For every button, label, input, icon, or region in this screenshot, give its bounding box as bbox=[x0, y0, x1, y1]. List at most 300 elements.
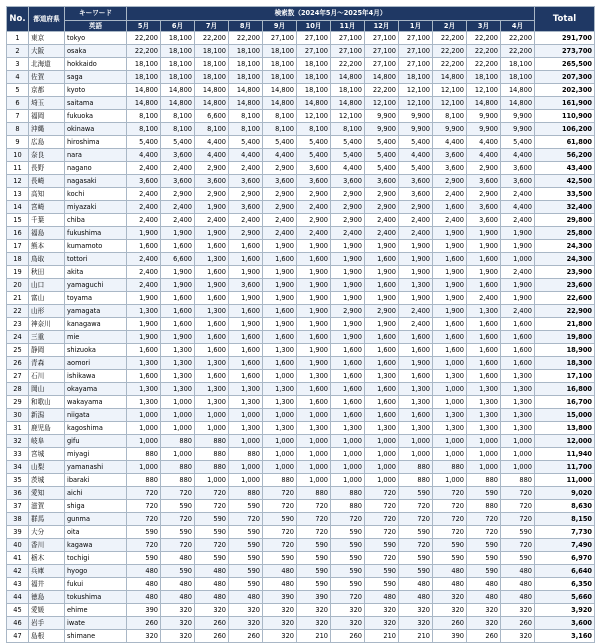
monthly-search-count: 1,300 bbox=[501, 422, 535, 435]
monthly-search-count: 1,300 bbox=[467, 305, 501, 318]
monthly-search-count: 480 bbox=[263, 565, 297, 578]
monthly-search-count: 9,900 bbox=[501, 123, 535, 136]
prefecture-name: 宮崎 bbox=[29, 201, 65, 214]
monthly-search-count: 1,600 bbox=[501, 344, 535, 357]
monthly-search-count: 2,900 bbox=[297, 214, 331, 227]
table-row bbox=[7, 370, 595, 383]
monthly-search-count: 720 bbox=[365, 500, 399, 513]
monthly-search-count: 1,600 bbox=[263, 253, 297, 266]
english-keyword: kanagawa bbox=[65, 318, 127, 331]
prefecture-name: 秋田 bbox=[29, 266, 65, 279]
monthly-search-count: 1,600 bbox=[365, 409, 399, 422]
monthly-search-count: 1,000 bbox=[127, 435, 161, 448]
monthly-search-count: 4,400 bbox=[399, 149, 433, 162]
monthly-search-count: 1,600 bbox=[229, 357, 263, 370]
prefecture-name: 栃木 bbox=[29, 552, 65, 565]
row-number: 9 bbox=[7, 136, 29, 149]
english-keyword: kagoshima bbox=[65, 422, 127, 435]
monthly-search-count: 8,100 bbox=[195, 123, 229, 136]
english-keyword: tottori bbox=[65, 253, 127, 266]
table-row bbox=[7, 422, 595, 435]
monthly-search-count: 480 bbox=[127, 565, 161, 578]
monthly-search-count: 1,300 bbox=[501, 409, 535, 422]
monthly-search-count: 1,600 bbox=[229, 253, 263, 266]
monthly-search-count: 260 bbox=[229, 630, 263, 643]
monthly-search-count: 18,100 bbox=[229, 71, 263, 84]
table-row bbox=[7, 383, 595, 396]
monthly-search-count: 1,600 bbox=[467, 318, 501, 331]
monthly-search-count: 2,900 bbox=[263, 201, 297, 214]
monthly-search-count: 14,800 bbox=[467, 97, 501, 110]
row-number: 19 bbox=[7, 266, 29, 279]
monthly-search-count: 2,400 bbox=[127, 188, 161, 201]
monthly-search-count: 1,300 bbox=[195, 383, 229, 396]
prefecture-name: 石川 bbox=[29, 370, 65, 383]
row-number: 46 bbox=[7, 617, 29, 630]
monthly-search-count: 480 bbox=[195, 565, 229, 578]
monthly-search-count: 320 bbox=[501, 630, 535, 643]
monthly-search-count: 880 bbox=[399, 474, 433, 487]
monthly-search-count: 590 bbox=[161, 526, 195, 539]
row-number: 13 bbox=[7, 188, 29, 201]
monthly-search-count: 1,600 bbox=[161, 240, 195, 253]
monthly-search-count: 22,200 bbox=[467, 58, 501, 71]
prefecture-name: 東京 bbox=[29, 32, 65, 45]
monthly-search-count: 720 bbox=[399, 500, 433, 513]
monthly-search-count: 590 bbox=[229, 552, 263, 565]
prefecture-name: 香川 bbox=[29, 539, 65, 552]
monthly-search-count: 880 bbox=[127, 448, 161, 461]
monthly-search-count: 1,900 bbox=[399, 357, 433, 370]
monthly-search-count: 320 bbox=[399, 604, 433, 617]
monthly-search-count: 18,100 bbox=[297, 58, 331, 71]
monthly-search-count: 27,100 bbox=[399, 32, 433, 45]
monthly-search-count: 720 bbox=[331, 513, 365, 526]
monthly-search-count: 880 bbox=[195, 448, 229, 461]
table-row bbox=[7, 123, 595, 136]
monthly-search-count: 1,300 bbox=[297, 422, 331, 435]
monthly-search-count: 880 bbox=[467, 474, 501, 487]
monthly-search-count: 320 bbox=[161, 630, 195, 643]
monthly-search-count: 4,400 bbox=[195, 136, 229, 149]
monthly-search-count: 1,600 bbox=[433, 201, 467, 214]
table-row bbox=[7, 357, 595, 370]
monthly-search-count: 720 bbox=[331, 591, 365, 604]
monthly-search-count: 720 bbox=[365, 513, 399, 526]
row-number: 16 bbox=[7, 227, 29, 240]
monthly-search-count: 2,400 bbox=[263, 227, 297, 240]
monthly-search-count: 1,000 bbox=[399, 435, 433, 448]
monthly-search-count: 480 bbox=[467, 578, 501, 591]
prefecture-name: 岡山 bbox=[29, 383, 65, 396]
monthly-search-count: 2,400 bbox=[195, 214, 229, 227]
monthly-search-count: 590 bbox=[229, 539, 263, 552]
row-number: 35 bbox=[7, 474, 29, 487]
monthly-search-count: 4,400 bbox=[229, 149, 263, 162]
monthly-search-count: 5,400 bbox=[263, 136, 297, 149]
monthly-search-count: 8,100 bbox=[127, 110, 161, 123]
monthly-search-count: 9,900 bbox=[467, 123, 501, 136]
prefecture-name: 群馬 bbox=[29, 513, 65, 526]
monthly-search-count: 1,900 bbox=[195, 227, 229, 240]
monthly-search-count: 18,100 bbox=[263, 58, 297, 71]
monthly-search-count: 2,900 bbox=[229, 188, 263, 201]
monthly-search-count: 3,600 bbox=[433, 149, 467, 162]
monthly-search-count: 5,400 bbox=[399, 162, 433, 175]
monthly-search-count: 720 bbox=[297, 513, 331, 526]
monthly-search-count: 1,000 bbox=[127, 422, 161, 435]
monthly-search-count: 1,600 bbox=[297, 396, 331, 409]
monthly-search-count: 260 bbox=[433, 617, 467, 630]
monthly-search-count: 1,600 bbox=[467, 344, 501, 357]
monthly-search-count: 1,000 bbox=[501, 435, 535, 448]
monthly-search-count: 18,100 bbox=[399, 71, 433, 84]
monthly-search-count: 18,100 bbox=[263, 71, 297, 84]
monthly-search-count: 2,900 bbox=[263, 162, 297, 175]
table-row bbox=[7, 591, 595, 604]
monthly-search-count: 1,300 bbox=[161, 370, 195, 383]
monthly-search-count: 3,600 bbox=[195, 175, 229, 188]
monthly-search-count: 1,900 bbox=[297, 266, 331, 279]
monthly-search-count: 3,600 bbox=[161, 149, 195, 162]
monthly-search-count: 720 bbox=[127, 513, 161, 526]
row-number: 11 bbox=[7, 162, 29, 175]
monthly-search-count: 2,400 bbox=[433, 214, 467, 227]
prefecture-name: 沖縄 bbox=[29, 123, 65, 136]
table-row bbox=[7, 318, 595, 331]
monthly-search-count: 1,000 bbox=[399, 448, 433, 461]
table-row bbox=[7, 45, 595, 58]
monthly-search-count: 1,600 bbox=[195, 370, 229, 383]
total-search-count: 13,800 bbox=[535, 422, 595, 435]
monthly-search-count: 260 bbox=[501, 617, 535, 630]
monthly-search-count: 1,600 bbox=[229, 331, 263, 344]
monthly-search-count: 480 bbox=[433, 578, 467, 591]
monthly-search-count: 14,800 bbox=[365, 71, 399, 84]
total-search-count: 25,800 bbox=[535, 227, 595, 240]
monthly-search-count: 1,900 bbox=[127, 318, 161, 331]
header-month: 5月 bbox=[127, 21, 161, 32]
monthly-search-count: 1,600 bbox=[127, 370, 161, 383]
monthly-search-count: 720 bbox=[365, 526, 399, 539]
monthly-search-count: 590 bbox=[399, 565, 433, 578]
monthly-search-count: 1,000 bbox=[229, 474, 263, 487]
monthly-search-count: 880 bbox=[229, 448, 263, 461]
monthly-search-count: 720 bbox=[161, 513, 195, 526]
table-row bbox=[7, 201, 595, 214]
monthly-search-count: 3,600 bbox=[467, 214, 501, 227]
monthly-search-count: 1,300 bbox=[467, 409, 501, 422]
monthly-search-count: 4,400 bbox=[467, 149, 501, 162]
total-search-count: 24,300 bbox=[535, 253, 595, 266]
monthly-search-count: 720 bbox=[263, 539, 297, 552]
total-search-count: 19,800 bbox=[535, 331, 595, 344]
row-number: 12 bbox=[7, 175, 29, 188]
monthly-search-count: 590 bbox=[161, 500, 195, 513]
monthly-search-count: 2,400 bbox=[501, 266, 535, 279]
monthly-search-count: 260 bbox=[195, 630, 229, 643]
prefecture-name: 鳥取 bbox=[29, 253, 65, 266]
prefecture-name: 岩手 bbox=[29, 617, 65, 630]
monthly-search-count: 1,300 bbox=[229, 396, 263, 409]
total-search-count: 61,800 bbox=[535, 136, 595, 149]
monthly-search-count: 8,100 bbox=[433, 110, 467, 123]
monthly-search-count: 1,300 bbox=[365, 370, 399, 383]
monthly-search-count: 27,100 bbox=[365, 45, 399, 58]
monthly-search-count: 480 bbox=[161, 578, 195, 591]
monthly-search-count: 4,400 bbox=[195, 149, 229, 162]
monthly-search-count: 480 bbox=[501, 578, 535, 591]
header-month: 1月 bbox=[399, 21, 433, 32]
total-search-count: 56,200 bbox=[535, 149, 595, 162]
prefecture-name: 鹿児島 bbox=[29, 422, 65, 435]
monthly-search-count: 3,600 bbox=[399, 188, 433, 201]
monthly-search-count: 2,400 bbox=[331, 227, 365, 240]
monthly-search-count: 880 bbox=[127, 474, 161, 487]
monthly-search-count: 3,600 bbox=[501, 175, 535, 188]
monthly-search-count: 590 bbox=[501, 552, 535, 565]
monthly-search-count: 880 bbox=[501, 474, 535, 487]
monthly-search-count: 22,200 bbox=[433, 32, 467, 45]
row-number: 7 bbox=[7, 110, 29, 123]
monthly-search-count: 1,000 bbox=[161, 396, 195, 409]
monthly-search-count: 720 bbox=[399, 539, 433, 552]
header-search-volume: 検索数（2024年5月〜2025年4月） bbox=[127, 7, 535, 21]
monthly-search-count: 14,800 bbox=[331, 71, 365, 84]
monthly-search-count: 1,600 bbox=[467, 279, 501, 292]
monthly-search-count: 320 bbox=[297, 604, 331, 617]
prefecture-name: 長野 bbox=[29, 162, 65, 175]
monthly-search-count: 1,300 bbox=[501, 383, 535, 396]
monthly-search-count: 2,900 bbox=[195, 188, 229, 201]
english-keyword: tokushima bbox=[65, 591, 127, 604]
monthly-search-count: 590 bbox=[229, 500, 263, 513]
monthly-search-count: 9,900 bbox=[501, 110, 535, 123]
table-row bbox=[7, 448, 595, 461]
monthly-search-count: 1,000 bbox=[365, 435, 399, 448]
table-row bbox=[7, 331, 595, 344]
row-number: 30 bbox=[7, 409, 29, 422]
prefecture-name: 福島 bbox=[29, 227, 65, 240]
monthly-search-count: 18,100 bbox=[161, 45, 195, 58]
english-keyword: tokyo bbox=[65, 32, 127, 45]
monthly-search-count: 260 bbox=[195, 617, 229, 630]
monthly-search-count: 1,900 bbox=[263, 318, 297, 331]
monthly-search-count: 22,200 bbox=[127, 32, 161, 45]
prefecture-name: 埼玉 bbox=[29, 97, 65, 110]
prefecture-name: 福岡 bbox=[29, 110, 65, 123]
monthly-search-count: 720 bbox=[365, 552, 399, 565]
monthly-search-count: 1,900 bbox=[161, 279, 195, 292]
monthly-search-count: 3,600 bbox=[127, 175, 161, 188]
monthly-search-count: 1,000 bbox=[263, 370, 297, 383]
row-number: 28 bbox=[7, 383, 29, 396]
monthly-search-count: 590 bbox=[263, 552, 297, 565]
monthly-search-count: 18,100 bbox=[195, 58, 229, 71]
monthly-search-count: 1,900 bbox=[331, 292, 365, 305]
monthly-search-count: 14,800 bbox=[229, 97, 263, 110]
monthly-search-count: 2,400 bbox=[297, 201, 331, 214]
monthly-search-count: 590 bbox=[297, 578, 331, 591]
monthly-search-count: 12,100 bbox=[433, 84, 467, 97]
monthly-search-count: 1,900 bbox=[467, 227, 501, 240]
monthly-search-count: 1,000 bbox=[365, 448, 399, 461]
english-keyword: yamagata bbox=[65, 305, 127, 318]
monthly-search-count: 720 bbox=[467, 513, 501, 526]
monthly-search-count: 1,600 bbox=[297, 253, 331, 266]
monthly-search-count: 720 bbox=[161, 539, 195, 552]
english-keyword: saga bbox=[65, 71, 127, 84]
monthly-search-count: 1,900 bbox=[365, 292, 399, 305]
monthly-search-count: 1,600 bbox=[195, 240, 229, 253]
row-number: 44 bbox=[7, 591, 29, 604]
monthly-search-count: 2,900 bbox=[331, 305, 365, 318]
monthly-search-count: 9,900 bbox=[365, 123, 399, 136]
monthly-search-count: 480 bbox=[195, 591, 229, 604]
table-row bbox=[7, 253, 595, 266]
monthly-search-count: 2,400 bbox=[263, 214, 297, 227]
monthly-search-count: 8,100 bbox=[229, 123, 263, 136]
english-keyword: mie bbox=[65, 331, 127, 344]
monthly-search-count: 14,800 bbox=[433, 71, 467, 84]
monthly-search-count: 720 bbox=[365, 487, 399, 500]
prefecture-name: 青森 bbox=[29, 357, 65, 370]
monthly-search-count: 5,400 bbox=[297, 136, 331, 149]
monthly-search-count: 5,400 bbox=[331, 136, 365, 149]
monthly-search-count: 1,600 bbox=[365, 331, 399, 344]
monthly-search-count: 14,800 bbox=[263, 84, 297, 97]
table-row bbox=[7, 214, 595, 227]
monthly-search-count: 1,900 bbox=[127, 227, 161, 240]
monthly-search-count: 1,000 bbox=[365, 461, 399, 474]
header-month: 4月 bbox=[501, 21, 535, 32]
monthly-search-count: 2,400 bbox=[127, 214, 161, 227]
total-search-count: 12,000 bbox=[535, 435, 595, 448]
monthly-search-count: 720 bbox=[433, 500, 467, 513]
table-row bbox=[7, 240, 595, 253]
row-number: 32 bbox=[7, 435, 29, 448]
monthly-search-count: 590 bbox=[229, 578, 263, 591]
monthly-search-count: 320 bbox=[229, 604, 263, 617]
monthly-search-count: 1,900 bbox=[399, 253, 433, 266]
monthly-search-count: 1,000 bbox=[263, 435, 297, 448]
english-keyword: nara bbox=[65, 149, 127, 162]
monthly-search-count: 1,900 bbox=[297, 318, 331, 331]
monthly-search-count: 390 bbox=[263, 591, 297, 604]
monthly-search-count: 1,900 bbox=[501, 279, 535, 292]
header-english: 英語 bbox=[65, 21, 127, 32]
row-number: 10 bbox=[7, 149, 29, 162]
monthly-search-count: 3,600 bbox=[331, 175, 365, 188]
monthly-search-count: 6,600 bbox=[161, 253, 195, 266]
monthly-search-count: 1,900 bbox=[263, 279, 297, 292]
english-keyword: chiba bbox=[65, 214, 127, 227]
prefecture-name: 千葉 bbox=[29, 214, 65, 227]
english-keyword: okayama bbox=[65, 383, 127, 396]
monthly-search-count: 1,600 bbox=[433, 331, 467, 344]
monthly-search-count: 18,100 bbox=[161, 58, 195, 71]
monthly-search-count: 720 bbox=[501, 500, 535, 513]
monthly-search-count: 1,300 bbox=[263, 344, 297, 357]
monthly-search-count: 720 bbox=[127, 487, 161, 500]
total-search-count: 15,000 bbox=[535, 409, 595, 422]
english-keyword: gifu bbox=[65, 435, 127, 448]
monthly-search-count: 1,900 bbox=[331, 279, 365, 292]
monthly-search-count: 1,000 bbox=[229, 409, 263, 422]
monthly-search-count: 14,800 bbox=[127, 97, 161, 110]
prefecture-name: 熊本 bbox=[29, 240, 65, 253]
monthly-search-count: 5,400 bbox=[127, 136, 161, 149]
monthly-search-count: 480 bbox=[127, 591, 161, 604]
monthly-search-count: 1,300 bbox=[161, 357, 195, 370]
monthly-search-count: 1,900 bbox=[127, 331, 161, 344]
monthly-search-count: 9,900 bbox=[467, 110, 501, 123]
monthly-search-count: 1,900 bbox=[433, 240, 467, 253]
monthly-search-count: 320 bbox=[365, 604, 399, 617]
monthly-search-count: 720 bbox=[433, 526, 467, 539]
english-keyword: miyazaki bbox=[65, 201, 127, 214]
header-month: 6月 bbox=[161, 21, 195, 32]
total-search-count: 11,700 bbox=[535, 461, 595, 474]
monthly-search-count: 1,300 bbox=[161, 344, 195, 357]
monthly-search-count: 22,200 bbox=[433, 58, 467, 71]
monthly-search-count: 1,600 bbox=[195, 318, 229, 331]
header-total: Total bbox=[535, 7, 595, 32]
monthly-search-count: 8,100 bbox=[297, 123, 331, 136]
monthly-search-count: 3,600 bbox=[365, 175, 399, 188]
monthly-search-count: 12,100 bbox=[399, 97, 433, 110]
prefecture-name: 佐賀 bbox=[29, 71, 65, 84]
english-keyword: kagawa bbox=[65, 539, 127, 552]
monthly-search-count: 1,900 bbox=[433, 292, 467, 305]
table-row bbox=[7, 565, 595, 578]
table-row bbox=[7, 292, 595, 305]
monthly-search-count: 1,900 bbox=[161, 331, 195, 344]
monthly-search-count: 590 bbox=[365, 578, 399, 591]
monthly-search-count: 320 bbox=[331, 617, 365, 630]
monthly-search-count: 320 bbox=[433, 604, 467, 617]
table-row bbox=[7, 136, 595, 149]
monthly-search-count: 1,600 bbox=[297, 383, 331, 396]
monthly-search-count: 1,300 bbox=[127, 357, 161, 370]
english-keyword: okinawa bbox=[65, 123, 127, 136]
monthly-search-count: 1,900 bbox=[297, 344, 331, 357]
monthly-search-count: 590 bbox=[195, 526, 229, 539]
monthly-search-count: 3,600 bbox=[229, 279, 263, 292]
monthly-search-count: 27,100 bbox=[297, 32, 331, 45]
header-month: 11月 bbox=[331, 21, 365, 32]
total-search-count: 7,730 bbox=[535, 526, 595, 539]
total-search-count: 202,300 bbox=[535, 84, 595, 97]
monthly-search-count: 1,000 bbox=[433, 357, 467, 370]
monthly-search-count: 1,900 bbox=[263, 292, 297, 305]
english-keyword: kochi bbox=[65, 188, 127, 201]
monthly-search-count: 720 bbox=[263, 526, 297, 539]
total-search-count: 23,600 bbox=[535, 279, 595, 292]
monthly-search-count: 27,100 bbox=[331, 32, 365, 45]
total-search-count: 43,400 bbox=[535, 162, 595, 175]
monthly-search-count: 3,600 bbox=[297, 162, 331, 175]
monthly-search-count: 880 bbox=[161, 461, 195, 474]
monthly-search-count: 1,900 bbox=[501, 240, 535, 253]
monthly-search-count: 1,900 bbox=[399, 240, 433, 253]
monthly-search-count: 880 bbox=[467, 500, 501, 513]
monthly-search-count: 1,300 bbox=[365, 422, 399, 435]
monthly-search-count: 480 bbox=[365, 591, 399, 604]
table-row bbox=[7, 474, 595, 487]
monthly-search-count: 18,100 bbox=[331, 84, 365, 97]
monthly-search-count: 320 bbox=[263, 630, 297, 643]
